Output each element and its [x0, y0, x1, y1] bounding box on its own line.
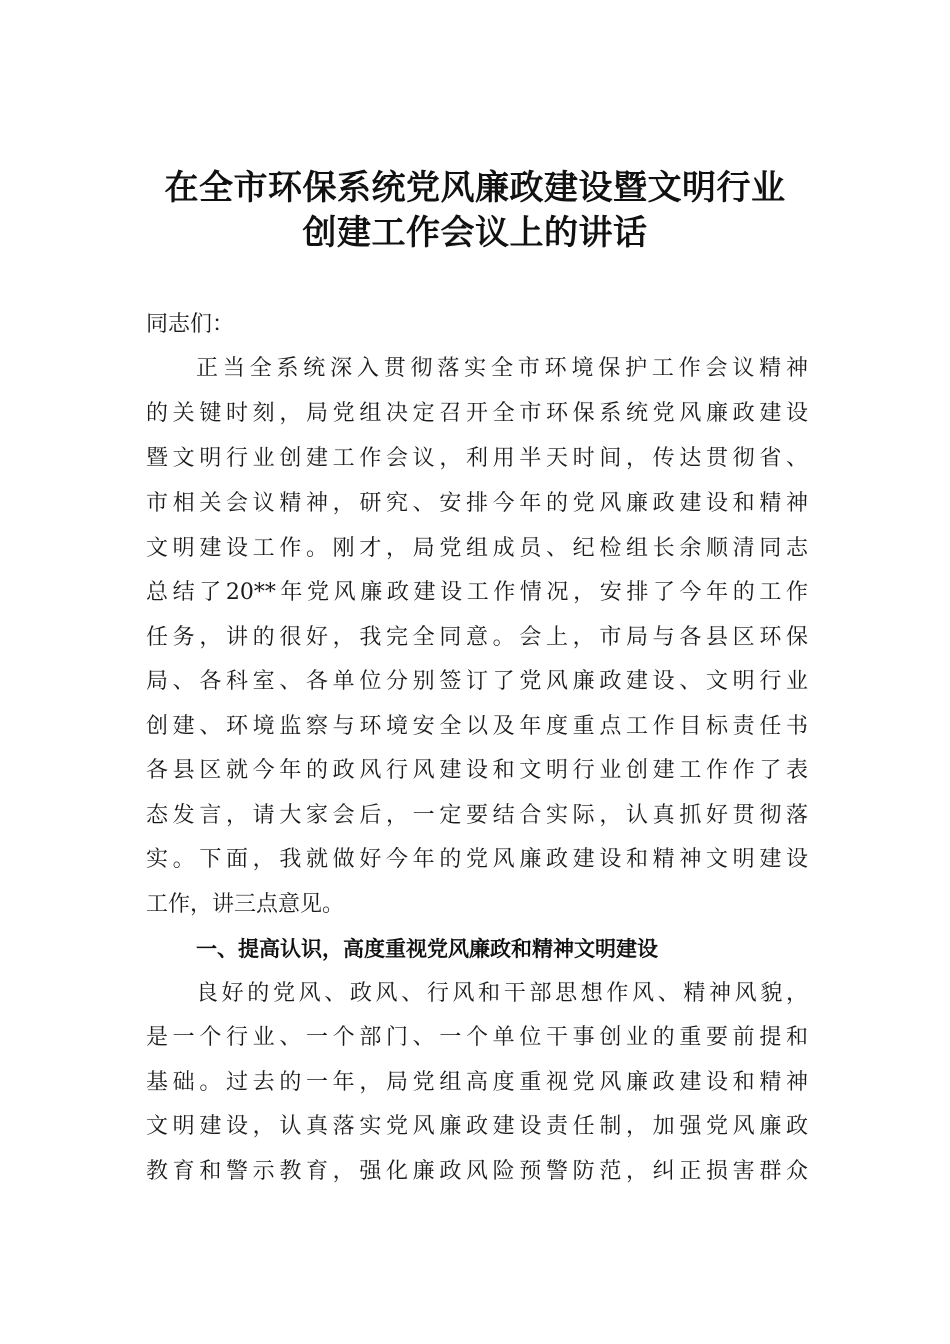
paragraph-2-line: 良好的党风、政风、行风和干部思想作风、精神风貌，: [196, 981, 808, 1006]
paragraph-1-line: 市相关会议精神，研究、安排今年的党风廉政建设和精神: [146, 491, 808, 516]
document-title-line-2: 创建工作会议上的讲话: [302, 213, 648, 253]
paragraph-1-line: 正当全系统深入贯彻落实全市环境保护工作会议精神: [196, 356, 808, 381]
document-title-line-1: 在全市环保系统党风廉政建设暨文明行业: [164, 168, 786, 208]
paragraph-1-line: 总结了20**年党风廉政建设工作情况，安排了今年的工作: [146, 580, 808, 605]
paragraph-1-line: 局、各科室、各单位分别签订了党风廉政建设、文明行业: [146, 669, 808, 694]
paragraph-1-line: 任务，讲的很好，我完全同意。会上，市局与各县区环保: [146, 625, 808, 650]
paragraph-1-line: 暨文明行业创建工作会议，利用半天时间，传达贯彻省、: [146, 446, 808, 471]
paragraph-2-line: 文明建设，认真落实党风廉政建设责任制，加强党风廉政: [146, 1114, 808, 1139]
paragraph-1-line: 创建、环境监察与环境安全以及年度重点工作目标责任书: [146, 714, 808, 739]
paragraph-1-line: 态发言，请大家会后，一定要结合实际，认真抓好贯彻落: [146, 803, 808, 828]
paragraph-1-line: 各县区就今年的政风行风建设和文明行业创建工作作了表: [146, 758, 808, 783]
paragraph-2-line: 基础。过去的一年，局党组高度重视党风廉政建设和精神: [146, 1070, 808, 1095]
paragraph-1-line: 的关键时刻，局党组决定召开全市环保系统党风廉政建设: [146, 401, 808, 426]
section-heading-1: 一、提高认识，高度重视党风廉政和精神文明建设: [196, 937, 658, 961]
paragraph-1-line: 工作，讲三点意见。: [146, 892, 345, 917]
salutation: 同志们：: [146, 312, 235, 337]
paragraph-2-line: 教育和警示教育，强化廉政风险预警防范，纠正损害群众: [146, 1159, 808, 1184]
paragraph-2-line: 是一个行业、一个部门、一个单位干事创业的重要前提和: [146, 1025, 808, 1050]
paragraph-1-line: 文明建设工作。刚才，局党组成员、纪检组长余顺清同志: [146, 536, 808, 561]
paragraph-1-line: 实。下面，我就做好今年的党风廉政建设和精神文明建设: [146, 847, 808, 872]
